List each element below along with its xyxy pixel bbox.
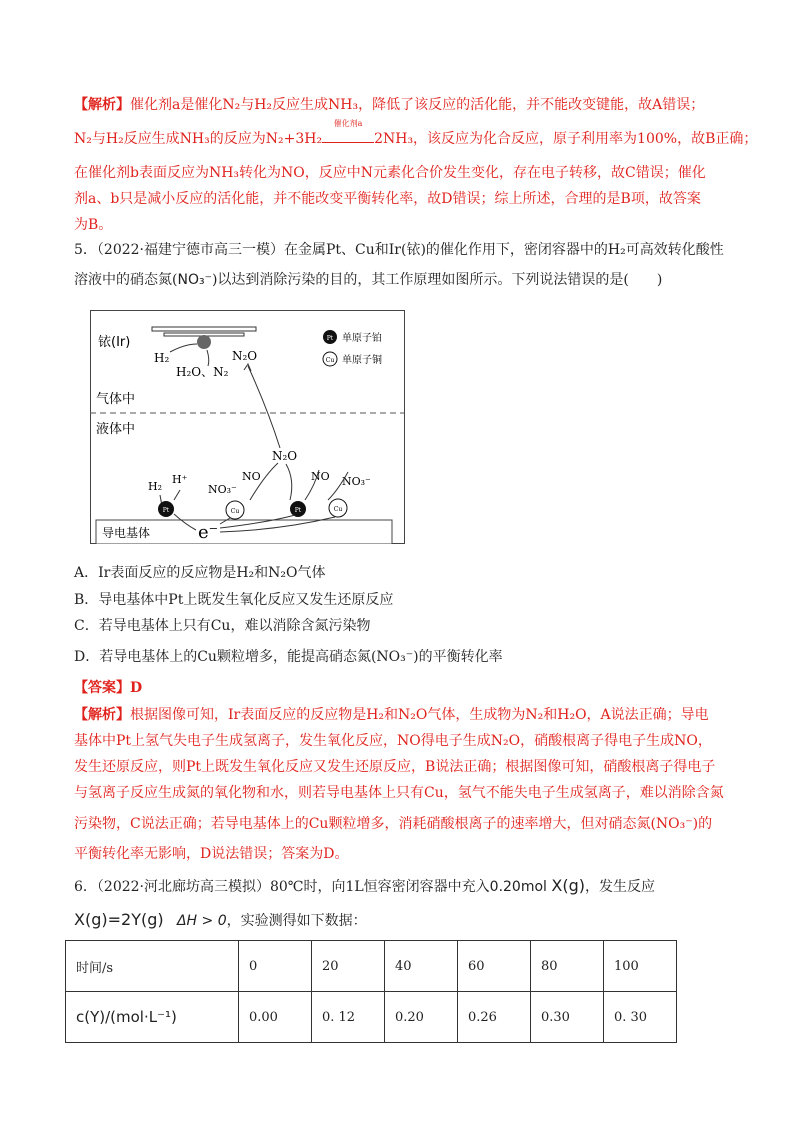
catalyst-arrow xyxy=(322,119,374,149)
table-header-time: 时间/s xyxy=(66,941,239,992)
q6-stem-line-2 xyxy=(74,910,367,931)
analysis-label: 【解析】 xyxy=(74,97,130,113)
mechanism-figure xyxy=(90,310,405,544)
analysis-text: 根据图像可知，Ir表面反应的反应物是H₂和N₂O气体，生成物为N₂和H₂O，A说法正确；导电 xyxy=(130,707,709,723)
analysis-1-line-1 xyxy=(74,95,704,115)
table-cell: 0 xyxy=(239,941,312,992)
table-cell: 40 xyxy=(385,941,458,992)
h-plus-label: H⁺ xyxy=(172,473,188,486)
table-cell: 0.26 xyxy=(458,992,531,1043)
legend-cu-symbol: Cu xyxy=(325,357,335,364)
table-cell: 0.30 xyxy=(531,992,604,1043)
analysis-2-line-6: 平衡转化率无影响，D说法错误；答案为D。 xyxy=(74,846,349,862)
answer-value: D xyxy=(130,680,143,696)
analysis-2-line-3: 发生还原反应，则Pt上既发生氧化反应又发生还原反应，B说法正确；根据图像可知，硝酸根离子得电子 xyxy=(74,759,716,775)
legend-pt-text: 单原子铂 xyxy=(342,333,382,344)
answer-line xyxy=(74,678,142,698)
table-cell: 80 xyxy=(531,941,604,992)
table-header-concentration: c(Y)/(mol·L⁻¹) xyxy=(66,992,239,1043)
q6-stem-line-1 xyxy=(74,876,655,897)
table-cell: 60 xyxy=(458,941,531,992)
products-label: H₂O、N₂ xyxy=(176,365,229,379)
q5-stem-line-2 xyxy=(74,270,662,290)
legend-cu-text: 单原子铜 xyxy=(342,355,382,366)
data-table xyxy=(65,940,677,1043)
analysis-1-line-5: 为B。 xyxy=(74,217,113,233)
analysis-2-line-5: 污染物，C说法正确；若导电基体上的Cu颗粒增多，消耗硝酸根离子的速率增大，但对硝态氮(NO₃⁻)的 xyxy=(74,816,713,832)
table-cell: 100 xyxy=(604,941,677,992)
n2o-top-label: N₂O xyxy=(232,349,258,363)
equation-left: N₂与H₂反应生成NH₃的反应为N₂+3H₂ xyxy=(74,131,323,147)
table-cell: 0.20 xyxy=(385,992,458,1043)
electron-label: e⁻ xyxy=(198,522,219,543)
q6-stem-part: ，发生反应 xyxy=(585,879,655,895)
analysis-label: 【解析】 xyxy=(74,707,130,723)
q5-stem-part: )以达到消除污染的目的，其工作原理如图所示。下列说法错误的是( ) xyxy=(211,272,663,288)
q6-stem-part: ，实验测得如下数据： xyxy=(226,913,367,929)
option-a: A．Ir表面反应的反应物是H₂和N₂O气体 xyxy=(74,565,326,581)
ir-surface xyxy=(152,327,256,331)
amount: 0.20mol xyxy=(489,879,547,895)
reaction-equation: X(g)=2Y(g) xyxy=(74,910,164,929)
analysis-2-line-4: 与氢离子反应生成氮的氧化物和水，则若导电基体上只有Cu，氢气不能失电子生成氢离子，难以消除含氮 xyxy=(74,785,724,801)
table-cell: 0.00 xyxy=(239,992,312,1043)
ir-atom xyxy=(197,335,211,349)
analysis-text: 催化剂a是催化N₂与H₂反应生成NH₃，降低了该反应的活化能，并不能改变键能，故A错误； xyxy=(130,97,705,113)
q5-stem-part: 溶液中的硝态氮( xyxy=(74,272,178,288)
legend-pt-symbol: Pt xyxy=(326,335,334,342)
pt-atom-label: Pt xyxy=(162,507,170,514)
liquid-phase-label: 液体中 xyxy=(96,422,136,437)
no-label-1: NO xyxy=(242,470,261,483)
analysis-1-line-2 xyxy=(74,119,758,149)
analysis-2-line-1 xyxy=(74,705,709,725)
enthalpy-condition: ΔH > 0 xyxy=(176,913,227,929)
nitrate-label-left: NO₃⁻ xyxy=(208,483,237,496)
pt-atom-label: Pt xyxy=(294,507,302,514)
q5-stem-line-1: 5．（2022·福建宁德市高三一模）在金属Pt、Cu和Ir(铱)的催化作用下，密闭容器中的H₂可高效转化酸性 xyxy=(74,242,724,258)
table-cell: 20 xyxy=(312,941,385,992)
analysis-1-line-3: 在催化剂b表面反应为NH₃转化为NO，反应中N元素化合价发生变化，存在电子转移，故C错误；催化 xyxy=(74,165,706,181)
species: X(g) xyxy=(551,876,585,895)
catalyst-label: 催化剂a xyxy=(333,119,363,128)
cu-atom-label: Cu xyxy=(230,508,240,515)
ir-label: 铱(Ir) xyxy=(98,335,131,350)
gas-phase-label: 气体中 xyxy=(96,392,136,407)
substrate-label: 导电基体 xyxy=(102,526,151,540)
analysis-2-line-2: 基体中Pt上氢气失电子生成氢离子，发生氧化反应，NO得电子生成N₂O，硝酸根离子得电子生成NO， xyxy=(74,733,712,749)
nitrate-label-right: NO₃⁻ xyxy=(342,475,371,488)
h2-liquid-label: H₂ xyxy=(148,480,163,493)
option-d: D．若导电基体上的Cu颗粒增多，能提高硝态氮(NO₃⁻)的平衡转化率 xyxy=(74,649,503,665)
table-cell: 0. 12 xyxy=(312,992,385,1043)
nitrate-formula: NO₃⁻ xyxy=(177,272,212,288)
h2-gas-label: H₂ xyxy=(154,351,170,365)
table-row xyxy=(66,992,677,1043)
analysis-1-line-4: 剂a、b只是减小反应的活化能，并不能改变平衡转化率，故D错误；综上所述，合理的是B项，故答案 xyxy=(74,191,701,207)
n2o-mid-label: N₂O xyxy=(272,449,298,463)
equation-right: 2NH₃，该反应为化合反应，原子利用率为100%，故B正确； xyxy=(374,131,758,147)
cu-atom-label: Cu xyxy=(333,506,343,513)
table-cell: 0. 30 xyxy=(604,992,677,1043)
no-label-2: NO xyxy=(311,470,330,483)
option-c: C．若导电基体上只有Cu，难以消除含氮污染物 xyxy=(74,618,371,634)
q6-stem-part: 6．（2022·河北廊坊高三模拟）80℃时，向1L恒容密闭容器中充入 xyxy=(74,879,490,895)
answer-label: 【答案】 xyxy=(74,680,130,696)
table-row xyxy=(66,941,677,992)
option-b: B．导电基体中Pt上既发生氧化反应又发生还原反应 xyxy=(74,592,394,608)
